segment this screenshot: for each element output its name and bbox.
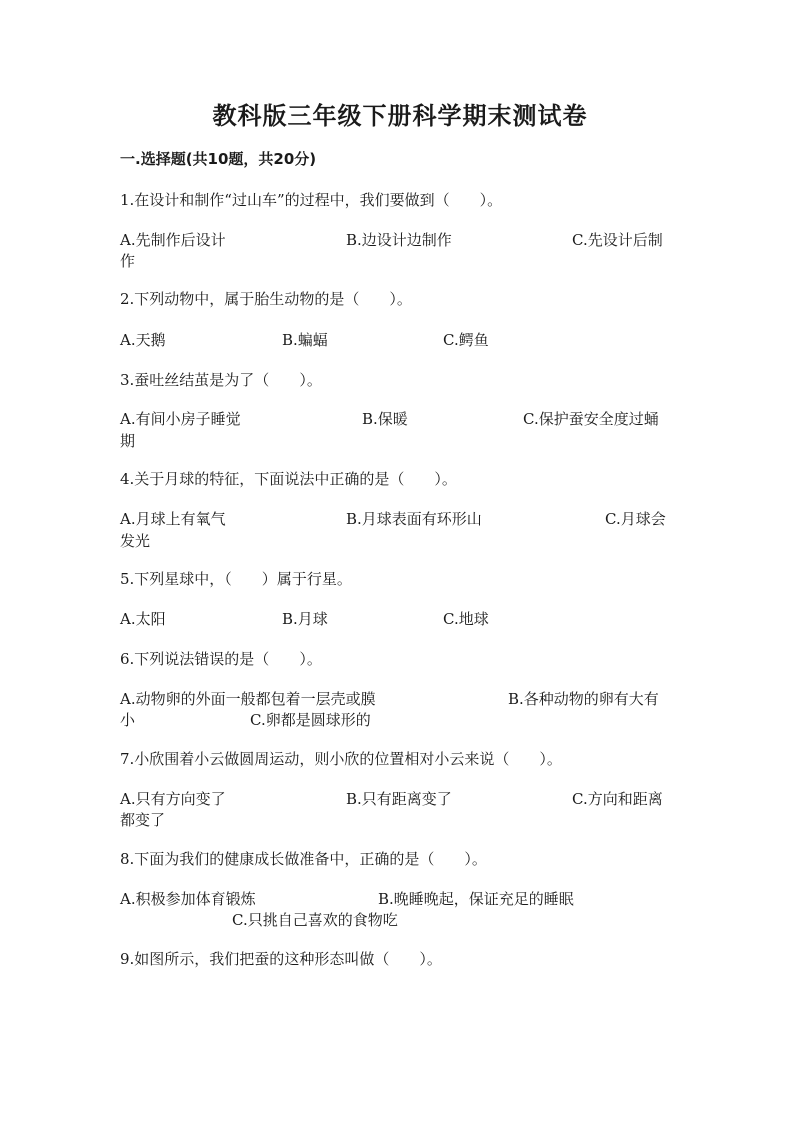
question-6-option-a: A.动物卵的外面一般都包着一层壳或膜 — [120, 690, 376, 708]
question-7-option-a: A.只有方向变了 — [120, 790, 226, 808]
question-2-option-a: A.天鹅 — [120, 331, 166, 349]
question-3-option-c-wrap: 期 — [120, 432, 136, 450]
question-6-option-c: C.卵都是圆球形的 — [250, 711, 371, 729]
question-1-option-c: C.先设计后制 — [572, 231, 663, 249]
question-3-option-c: C.保护蚕安全度过蛹 — [523, 410, 659, 428]
question-2-option-b: B.蝙蝠 — [282, 331, 328, 349]
question-1-option-a: A.先制作后设计 — [120, 231, 226, 249]
question-8-stem: 8.下面为我们的健康成长做准备中，正确的是（ ）。 — [120, 850, 487, 868]
question-3-option-a: A.有间小房子睡觉 — [120, 410, 241, 428]
question-3-stem: 3.蚕吐丝结茧是为了（ ）。 — [120, 371, 322, 389]
question-7-option-b: B.只有距离变了 — [346, 790, 452, 808]
question-8-option-a: A.积极参加体育锻炼 — [120, 890, 256, 908]
section-heading: 一.选择题(共10题，共20分) — [120, 150, 317, 168]
question-8-option-b: B.晚睡晚起，保证充足的睡眠 — [378, 890, 574, 908]
question-7-stem: 7.小欣围着小云做圆周运动，则小欣的位置相对小云来说（ ）。 — [120, 750, 562, 768]
question-4-option-c-wrap: 发光 — [120, 532, 151, 550]
question-6-option-b: B.各种动物的卵有大有 — [508, 690, 659, 708]
question-6-option-b-wrap: 小 — [120, 711, 136, 729]
question-1-option-c-wrap: 作 — [120, 252, 136, 270]
question-3-option-b: B.保暖 — [362, 410, 408, 428]
question-2-stem: 2.下列动物中，属于胎生动物的是（ ）。 — [120, 290, 412, 308]
question-5-stem: 5.下列星球中，（ ）属于行星。 — [120, 570, 352, 588]
question-5-option-a: A.太阳 — [120, 610, 166, 628]
question-1-stem: 1.在设计和制作“过山车”的过程中，我们要做到（ ）。 — [120, 191, 503, 209]
question-2-option-c: C.鳄鱼 — [443, 331, 489, 349]
question-1-option-b: B.边设计边制作 — [346, 231, 452, 249]
question-7-option-c-wrap: 都变了 — [120, 811, 166, 829]
question-9-stem: 9.如图所示，我们把蚕的这种形态叫做（ ）。 — [120, 950, 442, 968]
question-6-stem: 6.下列说法错误的是（ ）。 — [120, 650, 322, 668]
question-4-option-b: B.月球表面有环形山 — [346, 510, 482, 528]
question-4-option-c: C.月球会 — [605, 510, 666, 528]
question-5-option-c: C.地球 — [443, 610, 489, 628]
question-4-stem: 4.关于月球的特征，下面说法中正确的是（ ）。 — [120, 470, 457, 488]
question-4-option-a: A.月球上有氧气 — [120, 510, 226, 528]
question-5-option-b: B.月球 — [282, 610, 328, 628]
question-8-option-c: C.只挑自己喜欢的食物吃 — [232, 911, 398, 929]
page-title: 教科版三年级下册科学期末测试卷 — [212, 102, 588, 130]
question-7-option-c: C.方向和距离 — [572, 790, 663, 808]
